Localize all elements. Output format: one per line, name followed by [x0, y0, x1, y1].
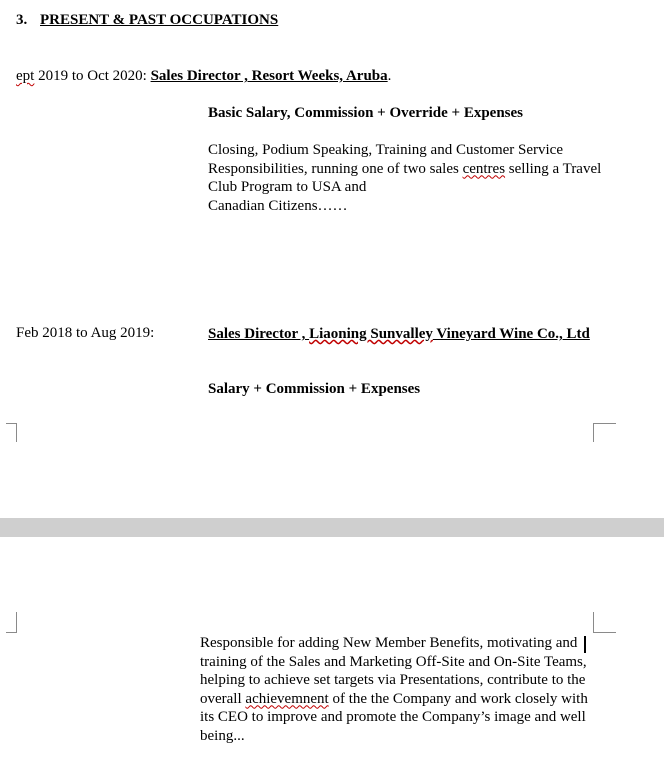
- section-number: 3.: [16, 12, 28, 28]
- text-cursor: [584, 636, 586, 653]
- job1-compensation: Basic Salary, Commission + Override + Expenses: [208, 105, 524, 121]
- job1-title: Sales Director , Resort Weeks, Aruba: [150, 68, 388, 84]
- crop-mark-bottom-left: [6, 423, 17, 442]
- crop-mark-top-right: [593, 612, 616, 633]
- job1-dates: 2019 to Oct 2020:: [34, 68, 147, 84]
- job1-dates-prefix: ept: [16, 68, 35, 84]
- job2-desc-squiggle: achievemnent: [245, 690, 329, 707]
- job1-line: [16, 68, 391, 85]
- section-heading: [16, 12, 278, 29]
- job1-title-end: .: [387, 68, 392, 84]
- job2-title: Sales Director , Liaoning Sunvalley Vineyard Wine Co., Ltd: [208, 326, 590, 342]
- job1-description: Closing, Podium Speaking, Training and Customer Service Responsibilities, running one of two sales centres selling a Travel Club Program to USA and Canadian Citizens……: [208, 142, 602, 214]
- crop-mark-bottom-right: [593, 423, 616, 442]
- page-separator: [0, 518, 664, 537]
- job2-compensation: Salary + Commission + Expenses: [208, 381, 421, 397]
- crop-mark-top-left: [6, 612, 17, 633]
- job2-title-squiggle: Liaoning Sunvalley: [309, 326, 433, 342]
- job2-description[interactable]: Responsible for adding New Member Benefits, motivating and training of the Sales and Marketing Off-Site and On-Site Teams, helping to achieve set targets via Presentations, contribute to the overall achievemnent of the the Company and work closely with its CEO to improve and promote the Company’s image and well being...: [200, 635, 588, 744]
- job1-desc-squiggle: centres: [462, 160, 506, 177]
- job2-dates: Feb 2018 to Aug 2019:: [16, 325, 155, 341]
- section-title: PRESENT & PAST OCCUPATIONS: [40, 12, 279, 28]
- job1-desc-last-line: Canadian Citizens……: [208, 197, 348, 214]
